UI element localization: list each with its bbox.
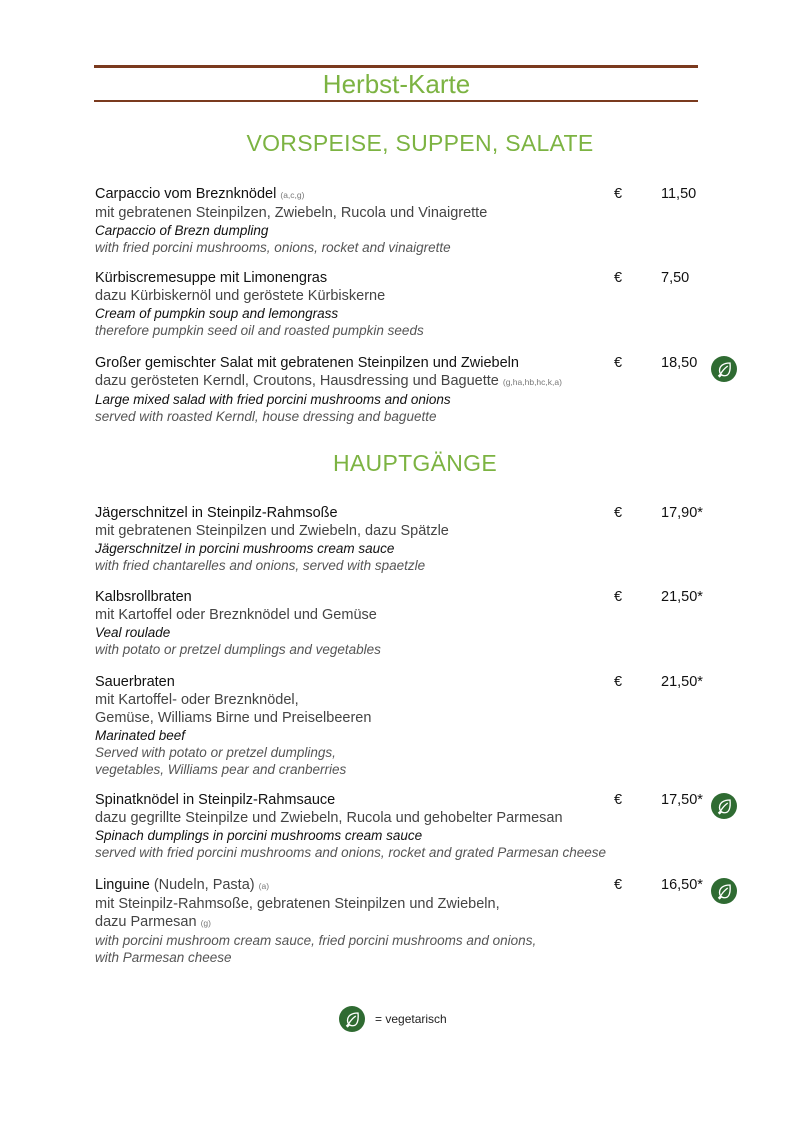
item-allergens: (a) xyxy=(258,881,270,891)
item-desc-de: mit gebratenen Steinpilzen und Zwiebeln, dazu Spätzle xyxy=(95,523,449,539)
item-name: Spinatknödel in Steinpilz-Rahmsauce xyxy=(95,792,336,808)
item-name-en: Cream of pumpkin soup and lemongrass xyxy=(95,306,339,321)
item-price: 17,90* xyxy=(661,505,703,521)
legend-label: = vegetarisch xyxy=(375,1012,447,1026)
page-title: Herbst-Karte xyxy=(322,69,471,99)
item-name-en: Marinated beef xyxy=(95,728,186,743)
item-name: Sauerbraten xyxy=(95,674,175,690)
item-desc-en: with potato or pretzel dumplings and vegetables xyxy=(95,642,381,657)
item-name-en: Carpaccio of Brezn dumpling xyxy=(95,223,269,238)
menu-item-spinatknoedel xyxy=(95,791,755,861)
item-name-en: Jägerschnitzel in porcini mushrooms cream sauce xyxy=(95,541,395,556)
item-name-en: Veal roulade xyxy=(95,625,171,640)
item-desc-de: mit Kartoffel- oder Breznknödel, xyxy=(95,692,299,708)
item-price: 18,50 xyxy=(661,355,698,371)
item-name: Kürbiscremesuppe mit Limonengras xyxy=(95,270,328,286)
item-desc-en: therefore pumpkin seed oil and roasted pumpkin seeds xyxy=(95,323,424,338)
item-price: 7,50 xyxy=(661,270,690,286)
item-price: 16,50* xyxy=(661,877,703,893)
item-price: 17,50* xyxy=(661,792,703,808)
item-allergens: (g) xyxy=(200,918,211,928)
item-desc-en: Served with potato or pretzel dumplings, xyxy=(95,745,336,760)
item-price: 11,50 xyxy=(661,186,697,202)
section-title-starters: VORSPEISE, SUPPEN, SALATE xyxy=(246,130,594,156)
item-desc-en: with fried chantarelles and onions, served with spaetzle xyxy=(95,558,426,573)
item-allergens: (a,c,g) xyxy=(280,190,305,200)
item-allergens: (g,ha,hb,hc,k,a) xyxy=(502,377,562,387)
header-rule-bottom xyxy=(94,100,698,102)
item-desc-en: with porcini mushroom cream sauce, fried porcini mushrooms and onions, xyxy=(95,933,537,948)
section-title-mains: HAUPTGÄNGE xyxy=(332,450,498,476)
menu-item-sauerbraten xyxy=(95,673,755,778)
menu-item-linguine xyxy=(95,876,755,966)
vegetarian-leaf-icon xyxy=(711,793,737,819)
item-name: Kalbsrollbraten xyxy=(95,589,192,605)
item-name: Linguine xyxy=(95,877,150,893)
item-name-en: Spinach dumplings in porcini mushrooms cream sauce xyxy=(95,828,423,843)
item-desc-de: mit Steinpilz-Rahmsoße, gebratenen Steinpilzen und Zwiebeln, xyxy=(95,896,500,912)
item-desc-de: Gemüse, Williams Birne und Preiselbeeren xyxy=(95,710,372,726)
menu-item-jaegerschnitzel xyxy=(95,504,755,574)
menu-item-mixed-salad xyxy=(95,354,755,425)
currency-symbol: € xyxy=(614,505,623,521)
item-desc-en: with fried porcini mushrooms, onions, rocket and vinaigrette xyxy=(95,240,451,255)
item-name: Carpaccio vom Breznknödel xyxy=(95,186,277,202)
vegetarian-legend xyxy=(339,1006,447,1032)
menu-item-pumpkin-soup xyxy=(95,269,755,339)
menu-item-kalbsrollbraten xyxy=(95,588,755,658)
item-desc-de: dazu Kürbiskernöl und geröstete Kürbiskerne xyxy=(95,288,386,304)
item-desc-de: dazu gegrillte Steinpilze und Zwiebeln, Rucola und gehobelter Parmesan xyxy=(95,810,563,826)
currency-symbol: € xyxy=(614,877,623,893)
item-desc-en: served with fried porcini mushrooms and onions, rocket and grated Parmesan cheese xyxy=(95,845,607,860)
currency-symbol: € xyxy=(614,792,623,808)
currency-symbol: € xyxy=(614,589,623,605)
item-desc-de: mit gebratenen Steinpilzen, Zwiebeln, Rucola und Vinaigrette xyxy=(95,205,488,221)
currency-symbol: € xyxy=(614,270,623,286)
item-name-extra: (Nudeln, Pasta) xyxy=(149,877,255,893)
currency-symbol: € xyxy=(614,674,623,690)
vegetarian-leaf-icon xyxy=(711,356,737,382)
currency-symbol: € xyxy=(614,355,623,371)
item-desc-de: mit Kartoffel oder Breznknödel und Gemüse xyxy=(95,607,377,623)
item-price: 21,50* xyxy=(661,589,703,605)
item-desc-en: vegetables, Williams pear and cranberries xyxy=(95,762,347,777)
menu-item-carpaccio xyxy=(95,185,755,256)
item-name: Großer gemischter Salat mit gebratenen Steinpilzen und Zwiebeln xyxy=(95,355,519,371)
vegetarian-leaf-icon xyxy=(711,878,737,904)
item-name: Jägerschnitzel in Steinpilz-Rahmsoße xyxy=(95,505,338,521)
item-name-en: Large mixed salad with fried porcini mushrooms and onions xyxy=(95,392,451,407)
item-desc-de: dazu Parmesan xyxy=(95,914,197,930)
currency-symbol: € xyxy=(614,186,623,202)
vegetarian-leaf-icon xyxy=(339,1006,365,1032)
item-desc-en: served with roasted Kerndl, house dressing and baguette xyxy=(95,409,437,424)
item-desc-en: with Parmesan cheese xyxy=(95,950,232,965)
item-price: 21,50* xyxy=(661,674,703,690)
item-desc-de: dazu gerösteten Kerndl, Croutons, Hausdressing und Baguette xyxy=(95,373,499,389)
